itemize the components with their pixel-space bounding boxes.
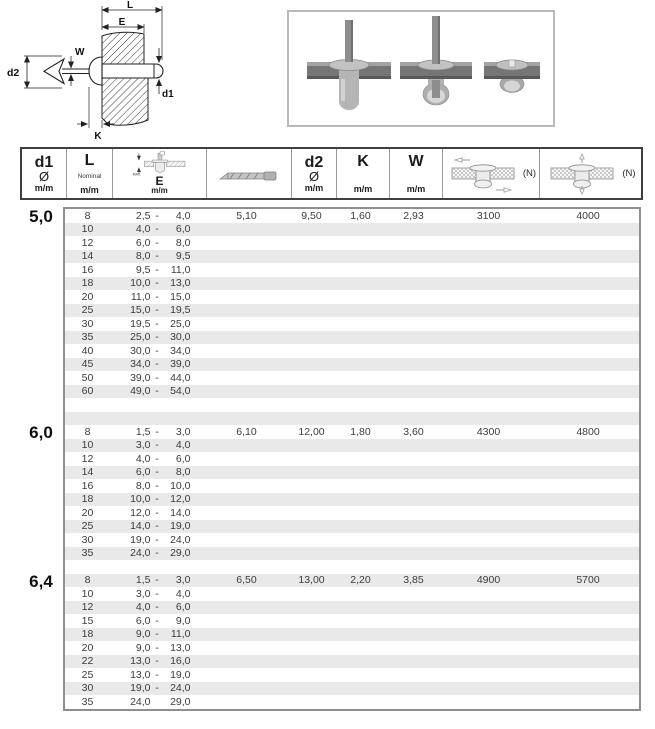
grip-range-cell: [110, 655, 204, 667]
grip-separator: -: [155, 344, 159, 357]
table-row: [65, 385, 639, 399]
grip-range-cell: [110, 318, 204, 330]
grip-separator: -: [155, 371, 159, 384]
grip-max: 10,0: [170, 479, 191, 492]
grip-separator: -: [155, 250, 159, 263]
grip-max: 9,5: [175, 250, 191, 263]
grip-range-cell: [110, 669, 204, 681]
grip-separator: -: [155, 385, 159, 398]
grip-range-cell: [110, 358, 204, 370]
grip-max: 6,0: [175, 452, 191, 465]
drill-size-cell: 5,10: [236, 209, 257, 222]
grip-separator: -: [155, 601, 159, 614]
grip-separator: -: [155, 479, 159, 492]
d2-unit: m/m: [304, 182, 324, 193]
grip-range-cell: [110, 453, 204, 465]
E-unit: m/m: [151, 186, 168, 195]
rivet-length-cell: 14: [81, 250, 94, 263]
W-title: W: [408, 153, 424, 170]
header-col-K: [337, 149, 390, 198]
header-col-grip-range: [113, 149, 207, 198]
grip-max: 12,0: [170, 493, 191, 506]
d1-title: d1: [34, 153, 54, 171]
grip-separator: -: [155, 304, 159, 317]
spacer-row: [65, 560, 639, 574]
table-row: [65, 574, 639, 588]
table-row: [65, 466, 639, 480]
grip-range-cell: [110, 426, 204, 438]
table-row: [65, 263, 639, 277]
grip-separator: -: [155, 547, 159, 560]
head-height-cell: 1,60: [350, 209, 371, 222]
grip-separator: -: [155, 587, 159, 600]
table-row: [65, 236, 639, 250]
head-diameter-cell: 13,00: [298, 574, 325, 587]
grip-separator: -: [155, 466, 159, 479]
grip-separator: -: [155, 290, 159, 303]
grip-min: 1,5: [135, 425, 151, 438]
table-row: [65, 425, 639, 439]
grip-max: 30,0: [170, 331, 191, 344]
tensile-strength-icon: [545, 153, 619, 195]
rivet-length-cell: 12: [81, 601, 94, 614]
grip-min: 25,0: [130, 331, 151, 344]
grip-range-cell: [110, 588, 204, 600]
grip-range-cell: [110, 615, 204, 627]
grip-min: 12,0: [130, 506, 151, 519]
stage-rivet-pulled: [400, 16, 472, 105]
table-row: [65, 290, 639, 304]
grip-max: 24,0: [170, 682, 191, 695]
mandrel-head: [44, 59, 64, 84]
table-row: [65, 452, 639, 466]
rivet-length-cell: 10: [81, 223, 94, 236]
tensile-strength-cell: 4800: [576, 425, 600, 438]
grip-max: 14,0: [170, 506, 191, 519]
grip-max: 44,0: [170, 371, 191, 384]
grip-max: 3,0: [175, 574, 191, 587]
grip-min: 4,0: [135, 601, 151, 614]
grip-min: 9,5: [135, 263, 151, 276]
rivet-length-cell: 12: [81, 236, 94, 249]
table-row: [65, 371, 639, 385]
grip-min: 19,5: [130, 317, 151, 330]
grip-min: 10,0: [130, 493, 151, 506]
grip-separator: -: [155, 317, 159, 330]
d1-unit: m/m: [34, 182, 54, 193]
drill-bit-icon: [218, 167, 280, 181]
grip-range-cell: [110, 642, 204, 654]
table-row: [65, 506, 639, 520]
grip-min: 6,0: [135, 466, 151, 479]
table-row: [65, 614, 639, 628]
grip-min: 13,0: [130, 655, 151, 668]
grip-separator: -: [155, 614, 159, 627]
grip-max: 4,0: [175, 587, 191, 600]
E-label-block: [151, 176, 167, 196]
grip-separator: -: [155, 425, 159, 438]
grip-separator: -: [155, 668, 159, 681]
shear-strength-icon: [446, 153, 520, 195]
rivet-length-cell: 35: [81, 695, 94, 708]
grip-separator: -: [155, 236, 159, 249]
table-row: [65, 587, 639, 601]
grip-min: 49,0: [130, 385, 151, 398]
grip-range-icon: [124, 151, 196, 176]
rivet-length-cell: 10: [81, 439, 94, 452]
grip-separator: -: [155, 263, 159, 276]
grip-range-cell: [110, 385, 204, 397]
rivet-length-cell: 18: [81, 277, 94, 290]
grip-range-cell: [110, 534, 204, 546]
grip-separator: -: [155, 520, 159, 533]
spacer-row: [65, 398, 639, 412]
rivet-length-cell: 8: [84, 209, 91, 222]
dim-label-d1: d1: [162, 89, 174, 100]
grip-max: 6,0: [175, 223, 191, 236]
header-col-shear-strength: [443, 149, 540, 198]
grip-range-cell: [110, 291, 204, 303]
grip-range-cell: [110, 304, 204, 316]
grip-max: 9,0: [175, 614, 191, 627]
grip-separator: -: [155, 574, 159, 587]
head-height-cell: 1,80: [350, 425, 371, 438]
grip-min: 8,0: [135, 479, 151, 492]
spec-table-header: [20, 147, 643, 200]
mandrel-diameter-cell: 3,85: [403, 574, 424, 587]
table-row: [65, 641, 639, 655]
table-row: [65, 533, 639, 547]
table-row: [65, 655, 639, 669]
rivet-length-cell: 30: [81, 533, 94, 546]
drill-size-cell: 6,10: [236, 425, 257, 438]
grip-max: 3,0: [175, 425, 191, 438]
rivet-length-cell: 8: [84, 574, 91, 587]
header-col-length: [67, 149, 113, 198]
rivet-length-cell: 22: [81, 655, 94, 668]
header-col-W: [390, 149, 443, 198]
d2-title: d2: [304, 153, 324, 171]
grip-separator: -: [155, 223, 159, 236]
head-height-cell: 2,20: [350, 574, 371, 587]
table-row: [65, 520, 639, 534]
grip-min: 14,0: [130, 520, 151, 533]
head-diameter-cell: 12,00: [298, 425, 325, 438]
rivet-length-cell: 18: [81, 493, 94, 506]
L-title: L: [84, 152, 95, 169]
grip-range-cell: [110, 264, 204, 276]
spacer-row: [65, 412, 639, 426]
grip-max: 4,0: [175, 209, 191, 222]
table-row: [65, 682, 639, 696]
dim-label-d2: d2: [7, 67, 20, 79]
rivet-length-cell: 15: [81, 614, 94, 627]
grip-max: 8,0: [175, 236, 191, 249]
grip-min: 6,0: [135, 236, 151, 249]
table-row: [65, 695, 639, 709]
grip-min: 15,0: [130, 304, 151, 317]
grip-separator: -: [155, 641, 159, 654]
grip-range-cell: [110, 682, 204, 694]
grip-min: 8,0: [135, 250, 151, 263]
tensile-strength-cell: 5700: [576, 574, 600, 587]
table-row: [65, 493, 639, 507]
grip-min: 11,0: [130, 290, 151, 303]
grip-min: 9,0: [135, 641, 151, 654]
grip-max: 13,0: [170, 641, 191, 654]
grip-min: 24,0: [130, 695, 151, 708]
grip-min: 4,0: [135, 223, 151, 236]
rivet-length-cell: 16: [81, 479, 94, 492]
rivet-length-cell: 50: [81, 371, 94, 384]
dim-label-K: K: [94, 131, 102, 142]
grip-range-cell: [110, 480, 204, 492]
rivet-length-cell: 30: [81, 317, 94, 330]
grip-range-cell: [110, 250, 204, 262]
grip-range-cell: [110, 331, 204, 343]
grip-max: 39,0: [170, 358, 191, 371]
table-row: [65, 223, 639, 237]
grip-separator: -: [155, 628, 159, 641]
lower-plate-section: [102, 78, 148, 125]
rivet-length-cell: 30: [81, 682, 94, 695]
diameter-symbol: Ø: [308, 168, 320, 184]
tensile-unit-label: (N): [622, 168, 636, 179]
stage-rivet-inserted: [307, 20, 391, 110]
installation-stages-panel: [287, 10, 555, 127]
mandrel-diameter-cell: 2,93: [403, 209, 424, 222]
K-unit: m/m: [353, 184, 373, 194]
grip-max: 19,0: [170, 520, 191, 533]
grip-max: 34,0: [170, 344, 191, 357]
table-row: [65, 304, 639, 318]
rivet-dimension-diagram: [4, 0, 189, 142]
rivet-length-cell: 18: [81, 628, 94, 641]
grip-separator: -: [155, 331, 159, 344]
table-row: [65, 250, 639, 264]
table-row: [65, 358, 639, 372]
grip-separator: -: [155, 533, 159, 546]
dim-label-L: L: [126, 0, 134, 11]
grip-range-cell: [110, 277, 204, 289]
grip-max: 6,0: [175, 601, 191, 614]
grip-min: 19,0: [130, 533, 151, 546]
grip-min: 34,0: [130, 358, 151, 371]
grip-min: 3,0: [135, 587, 151, 600]
K-title: K: [357, 153, 369, 170]
W-unit: m/m: [406, 184, 426, 194]
dim-label-E: E: [118, 17, 126, 28]
table-row: [65, 209, 639, 223]
grip-range-cell: [110, 507, 204, 519]
grip-max: 19,0: [170, 668, 191, 681]
diameter-symbol: Ø: [38, 168, 50, 184]
rivet-length-cell: 35: [81, 331, 94, 344]
table-row: [65, 628, 639, 642]
grip-max: 54,0: [170, 385, 191, 398]
rivet-length-cell: 20: [81, 506, 94, 519]
shear-strength-cell: 4300: [476, 425, 501, 438]
table-row: [65, 668, 639, 682]
rivet-length-cell: 35: [81, 547, 94, 560]
dim-label-W: W: [75, 47, 85, 58]
grip-min: 4,0: [135, 452, 151, 465]
head-diameter-cell: 9,50: [301, 209, 322, 222]
grip-max: 13,0: [170, 277, 191, 290]
grip-separator: -: [155, 506, 159, 519]
max-grip-label: MAX.: [132, 172, 141, 176]
grip-max: 8,0: [175, 466, 191, 479]
grip-range-cell: [110, 696, 204, 708]
rivet-length-cell: 40: [81, 344, 94, 357]
header-col-d2: [292, 149, 337, 198]
rivet-length-cell: 45: [81, 358, 94, 371]
grip-min: 6,0: [135, 614, 151, 627]
grip-separator: -: [155, 358, 159, 371]
grip-max: 24,0: [170, 533, 191, 546]
grip-max: 15,0: [170, 290, 191, 303]
grip-min: 39,0: [130, 371, 151, 384]
group-d1-label: 5,0: [29, 207, 53, 226]
group-d1-label: 6,0: [29, 423, 53, 442]
mandrel-diameter-cell: 3,60: [403, 425, 424, 438]
grip-separator: -: [155, 682, 159, 695]
grip-min: 30,0: [130, 344, 151, 357]
rivet-length-cell: 20: [81, 290, 94, 303]
stage-rivet-set: [484, 60, 540, 93]
rivet-length-cell: 8: [84, 425, 91, 438]
shear-unit-label: (N): [522, 168, 537, 179]
grip-range-cell: [110, 628, 204, 640]
grip-separator: -: [155, 493, 159, 506]
L-subtitle: Nominal: [77, 173, 102, 180]
grip-range-cell: [110, 520, 204, 532]
table-row: [65, 601, 639, 615]
grip-min: 24,0: [130, 547, 151, 560]
table-row: [65, 344, 639, 358]
rivet-length-cell: 14: [81, 466, 94, 479]
tensile-strength-cell: 4000: [576, 209, 600, 222]
grip-range-cell: [110, 237, 204, 249]
grip-min: 9,0: [135, 628, 151, 641]
grip-max: 4,0: [175, 439, 191, 452]
grip-max: 16,0: [170, 655, 191, 668]
shear-strength-cell: 4900: [476, 574, 501, 587]
rivet-length-cell: 16: [81, 263, 94, 276]
upper-plate-section: [102, 32, 144, 64]
table-row: [65, 479, 639, 493]
grip-min: 3,0: [135, 439, 151, 452]
grip-range-cell: [110, 223, 204, 235]
grip-range-cell: [110, 372, 204, 384]
E-title: E: [155, 174, 164, 188]
grip-range-cell: [110, 547, 204, 559]
rivet-head: [89, 57, 102, 85]
grip-max: 29,0: [170, 695, 191, 708]
shear-strength-cell: 3100: [476, 209, 501, 222]
grip-range-cell: [110, 210, 204, 222]
grip-range-cell: [110, 466, 204, 478]
drill-size-cell: 6,50: [236, 574, 257, 587]
header-col-tensile-strength: [540, 149, 641, 198]
grip-separator: -: [155, 452, 159, 465]
grip-max: 29,0: [170, 547, 191, 560]
grip-range-cell: [110, 601, 204, 613]
grip-min: 13,0: [130, 668, 151, 681]
L-unit: m/m: [80, 185, 99, 195]
grip-range-cell: [110, 439, 204, 451]
grip-separator: -: [155, 439, 159, 452]
grip-separator: [151, 696, 164, 708]
table-body: [63, 207, 641, 711]
installation-stages-illustration: [289, 12, 553, 125]
table-row: [65, 317, 639, 331]
rivet-length-cell: 25: [81, 668, 94, 681]
rivet-length-cell: 60: [81, 385, 94, 398]
grip-separator: -: [155, 209, 159, 222]
grip-range-cell: [110, 345, 204, 357]
grip-max: 11,0: [170, 628, 191, 641]
header-col-drill-size: [207, 149, 292, 198]
table-row: [65, 277, 639, 291]
rivet-length-cell: 25: [81, 520, 94, 533]
table-row: [65, 547, 639, 561]
table-row: [65, 331, 639, 345]
grip-max: 11,0: [170, 263, 191, 276]
rivet-length-cell: 20: [81, 641, 94, 654]
grip-max: 25,0: [170, 317, 191, 330]
grip-separator: -: [155, 277, 159, 290]
grip-min: 2,5: [135, 209, 151, 222]
header-col-d1: [22, 149, 67, 198]
grip-max: 19,5: [170, 304, 191, 317]
grip-min: 10,0: [130, 277, 151, 290]
grip-min: 19,0: [130, 682, 151, 695]
grip-separator: -: [155, 655, 159, 668]
group-d1-label: 6,4: [29, 571, 53, 591]
table-row: [65, 439, 639, 453]
grip-min: 1,5: [135, 574, 151, 587]
rivet-length-cell: 10: [81, 587, 94, 600]
rivet-length-cell: 25: [81, 304, 94, 317]
rivet-length-cell: 12: [81, 452, 94, 465]
grip-range-cell: [110, 493, 204, 505]
grip-range-cell: [110, 574, 204, 586]
